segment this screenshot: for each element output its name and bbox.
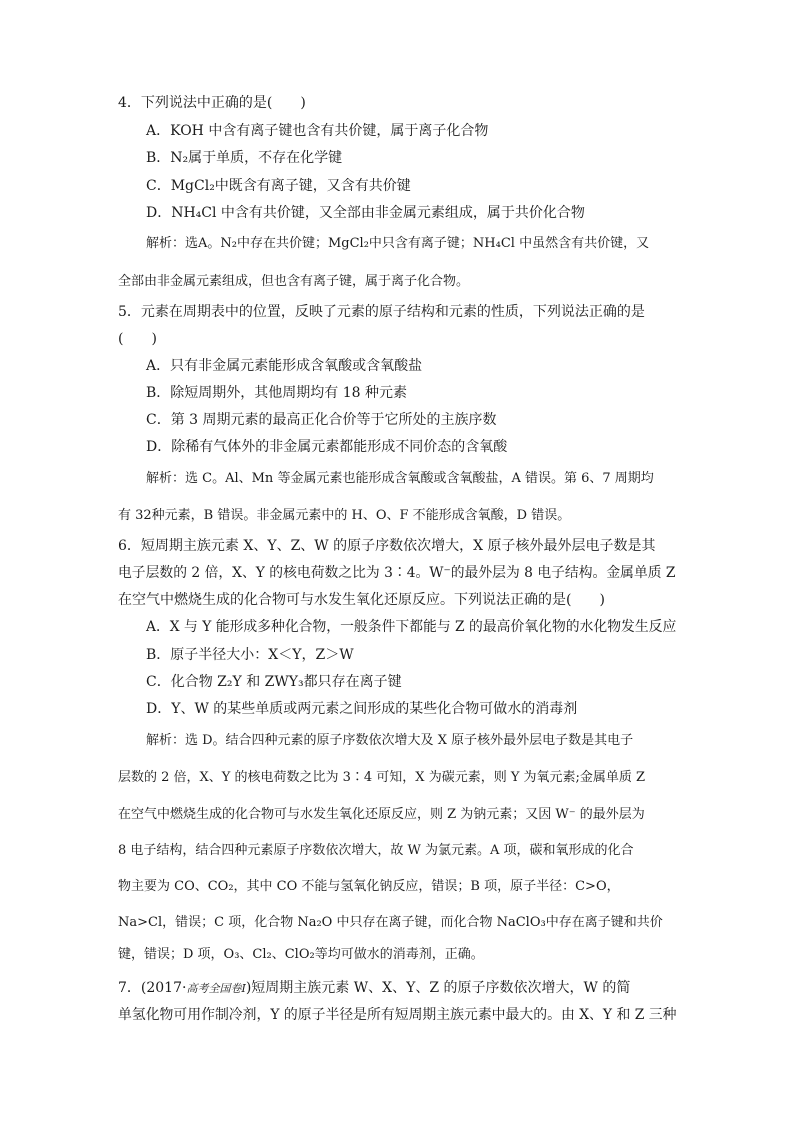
q4-explanation-line: 全部由非金属元素组成，但也含有离子键，属于离子化合物。	[118, 274, 470, 289]
q6-explanation-line: 在空气中燃烧生成的化合物可与水发生氧化还原反应，则 Z 为钠元素；又因 W⁻ 的最外层为	[118, 807, 645, 822]
q6-stem-line: 6．短周期主族元素 X、Y、Z、W 的原子序数依次增大，X 原子核外最外层电子数是其	[118, 538, 656, 554]
q4-option-d: D．NH₄Cl 中含有共价键，又全部由非金属元素组成，属于共价化合物	[146, 205, 585, 221]
q7-prefix: 7．(2017·	[118, 980, 187, 996]
q5-explanation-line: 有 32种元素，B 错误。非金属元素中的 H、O、F 不能形成含氧酸，D 错误。	[118, 508, 571, 523]
q5-option-c: C．第 3 周期元素的最高正化合价等于它所处的主族序数	[146, 412, 497, 428]
q6-explanation-line: 键，错误；D 项，O₃、Cl₂、ClO₂等均可做水的消毒剂，正确。	[118, 947, 484, 962]
q6-stem-line: 电子层数的 2 倍，X、Y 的核电荷数之比为 3∶4。W⁻的最外层为 8 电子结构。金属单质 Z	[118, 565, 676, 581]
q6-option-c: C．化合物 Z₂Y 和 ZWY₃都只存在离子键	[146, 674, 402, 690]
q4-explanation-line: 解析：选A。N₂中存在共价键；MgCl₂中只含有离子键；NH₄Cl 中虽然含有共价键，又	[146, 236, 650, 251]
q6-option-d: D．Y、W 的某些单质或两元素之间形成的某些化合物可做水的消毒剂	[146, 701, 578, 717]
q7-stem-line: 单氢化物可用作制冷剂，Y 的原子半径是所有短周期主族元素中最大的。由 X、Y 和 Z 三种	[118, 1007, 677, 1023]
q5-option-a: A．只有非金属元素能形成含氧酸或含氧酸盐	[146, 358, 423, 374]
q5-stem-line: ( )	[118, 331, 157, 347]
q5-stem-line: 5．元素在周期表中的位置，反映了元素的原子结构和元素的性质，下列说法正确的是	[118, 304, 645, 320]
q7-stem-line	[118, 978, 630, 999]
q5-option-d: D．除稀有气体外的非金属元素都能形成不同价态的含氧酸	[146, 439, 508, 455]
q6-explanation-line: 层数的 2 倍，X、Y 的核电荷数之比为 3∶4 可知，X 为碳元素，则 Y 为氧元素;金属单质 Z	[118, 770, 646, 785]
q4-option-c: C．MgCl₂中既含有离子键，又含有共价键	[146, 178, 411, 194]
q7-stem-first: )短周期主族元素 W、X、Y、Z 的原子序数依次增大，W 的简	[245, 980, 631, 996]
q6-option-a: A．X 与 Y 能形成多种化合物，一般条件下都能与 Z 的最高价氧化物的水化物发生反应	[146, 619, 677, 635]
q6-explanation-line: 解析：选 D。结合四种元素的原子序数依次增大及 X 原子核外最外层电子数是其电子	[146, 733, 634, 748]
q6-explanation-line: 8 电子结构，结合四种元素原子序数依次增大，故 W 为氯元素。A 项，碳和氧形成的化合	[118, 843, 634, 858]
q6-stem-line: 在空气中燃烧生成的化合物可与水发生氧化还原反应。下列说法正确的是( )	[118, 592, 605, 608]
q6-explanation-line: 物主要为 CO、CO₂，其中 CO 不能与氢氧化钠反应，错误；B 项，原子半径：C>O，	[118, 879, 620, 894]
q6-option-b: B．原子半径大小：X＜Y，Z＞W	[146, 647, 354, 663]
q7-source: 高考全国卷Ⅰ	[186, 982, 246, 995]
q5-explanation-line: 解析：选 C。Al、Mn 等金属元素也能形成含氧酸或含氧酸盐，A 错误。第 6、7 周期均	[146, 471, 654, 486]
q6-explanation-line: Na>Cl，错误；C 项，化合物 Na₂O 中只存在离子键，而化合物 NaClO₃中存在离子键和共价	[118, 915, 663, 930]
q4-stem: 4．下列说法中正确的是( )	[118, 95, 306, 111]
q4-option-b: B．N₂属于单质，不存在化学键	[146, 150, 343, 166]
q4-option-a: A．KOH 中含有离子键也含有共价键，属于离子化合物	[146, 123, 489, 139]
q5-option-b: B．除短周期外，其他周期均有 18 种元素	[146, 385, 408, 401]
